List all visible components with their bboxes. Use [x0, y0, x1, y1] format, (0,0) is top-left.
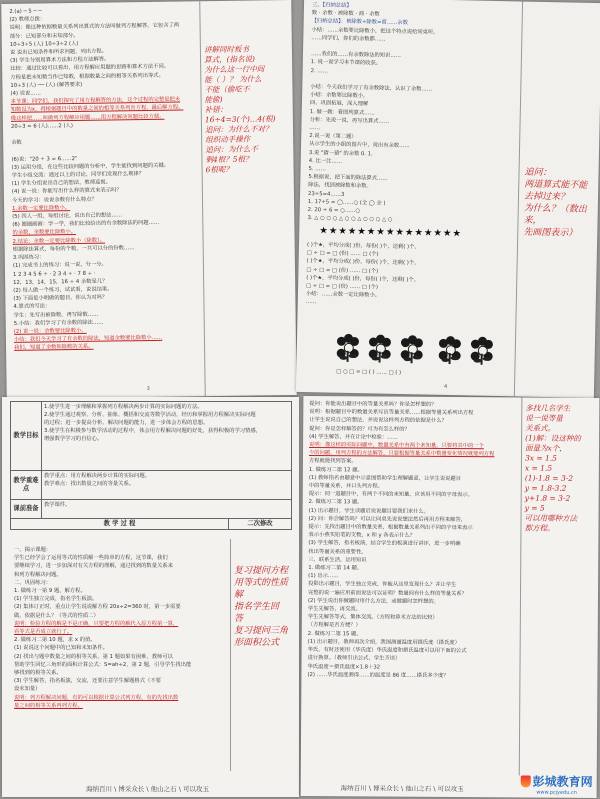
star-row: ★★★★★★★★★★★★★★★: [319, 225, 463, 240]
handwritten-note: 能（ ）？ 为什么: [204, 74, 262, 85]
text-line: 方程就能找到答案。: [308, 458, 357, 465]
text-line: 23÷5=4……3: [307, 190, 345, 198]
text-line: 像这样把……叫做列方程解应用题……用方程解决问题比较方便。: [10, 113, 165, 122]
text-line: 4. 比一比……: [308, 157, 343, 165]
text-line: 2.结论：余数一定要比除数小（除数）。: [12, 237, 106, 245]
flower-icon: [369, 336, 392, 362]
text-line: ……: [309, 125, 321, 132]
text-line: ……: [305, 299, 317, 306]
text-line: (3) 学生解答，指名板演，交流，还要注意学生解题格式（不要: [14, 678, 161, 685]
text-line: (3) 学生解答，指名板演，结合学生的板演进行讲评，进一步明确: [308, 540, 461, 548]
label-preparation: 课前准备: [11, 500, 42, 519]
text-line: 一、揭示课题：: [14, 547, 52, 553]
text-line: 学生先解答等式，集体交流。（方程和算术方法的比较）: [307, 614, 438, 622]
text-line: 学生已经学会了运用等式的性质解一些简单的方程，这节课，我们: [14, 555, 168, 562]
handwritten-note: 追问：为什么不: [205, 144, 258, 155]
text-line: ( )个★，平均分成( )份，每份( )个，还剩( )个。: [306, 274, 420, 284]
header-revise: 二次修改: [229, 519, 292, 530]
text-line: 说明：像这种依据数量关系列出算式的方法叫做列方程解答，它包含了两: [9, 22, 180, 32]
text-line: 2. 做练习二第 13 题。: [308, 499, 363, 506]
flower-icon: [471, 338, 494, 364]
text-line: 设未知量）: [14, 686, 41, 693]
text-line: 少的问题，用列方程的方法解答，只要根据等量关系中数量变化情况就能列方程: [308, 450, 495, 458]
text-line: 要继续学习，进一步加深对有关方程的理解，通过找到的数量关系来: [14, 563, 173, 570]
text-line: (4) 学生解答，并在计论中检验：……: [309, 433, 398, 441]
text-line: □ ÷ □ = □ (份) …… □ (个): [306, 266, 379, 275]
text-line: 学生小组交流：通过以上的讨论，同学们发现什么规律？: [11, 171, 145, 179]
text-line: 2.(a) ─ 5 ─ ─: [9, 8, 42, 15]
text-line: (1) 出示题目，学生读题后说说题目要我们求什么。: [308, 507, 430, 515]
text-line: 3.巩固练习：: [12, 254, 45, 262]
text-line: 学生先解答，再交流。: [307, 606, 361, 613]
text-line: 余数: [11, 140, 22, 147]
handwritten-note: 指名学生回: [234, 602, 280, 612]
text-line: 20÷3 ≈ 6 (人)……2 (人): [10, 122, 73, 130]
text-line: (1) 出示……: [308, 573, 339, 580]
top-left-text-column: [9, 5, 202, 352]
page-footer: 海纳百川 \ 博采众长 \ 他山之石 \ 可以攻玉: [86, 785, 209, 793]
table-cell-line: 教学重点：用方程解决两步计算的实际问题。: [44, 473, 150, 479]
top-right-text-column: [307, 1, 518, 227]
text-line: 小结：余数要比除数小。: [310, 92, 369, 100]
flower-icon: [337, 336, 360, 362]
text-line: 提示：先找出题目中的数量关系，根据数量关系列出不同的字母来表示: [308, 524, 473, 532]
text-line: 从示学生的小组的图片中，说出有余数……: [309, 141, 410, 150]
table-cell-line: 2.使学生通过观察、分析、抽象、概括和交流等数学活动，经历和掌握用方程解决实际问题: [44, 412, 256, 418]
text-line: (2) 集体订正时，重点让学生说说解方程 20x÷2=360 时，第一步需要: [14, 604, 181, 611]
text-line: 四、巩固拓展，深入理解: [309, 100, 369, 108]
watermark-url: www.pcjyedu.cn: [536, 789, 577, 796]
handwritten-note: y+1.8 = 3-2: [524, 493, 571, 503]
page-top-left: [1, 0, 296, 399]
bottom-right-text-column: [307, 400, 519, 680]
table-cell-line: 的过程；进一步提高分析、解决问题的能力，进一步体会方程的思想。: [44, 420, 209, 426]
text-line: (5) 四人一组，每组讨论，说出自己的想法……: [12, 212, 123, 220]
text-line: 够找到的相等关系。: [14, 670, 62, 677]
text-line: (2) 说一说：余数要比除数小。: [13, 327, 87, 335]
text-line: 看等式是否成立就行了。: [14, 629, 73, 636]
text-line: 【归纳总结】：被除数÷除数=商……余数: [311, 18, 408, 27]
label-teaching-goal: 教学目标: [11, 402, 42, 471]
watermark-logo-text: 彭城教育网: [532, 774, 593, 790]
text-line: (1) 学生独立完成，指名学生板演。: [14, 596, 98, 603]
handwritten-note: 16÷4=3(个)…4(根): [204, 114, 276, 125]
text-line: 3.说 "猜一猜" 的余数 0. 1.: [308, 149, 373, 158]
text-line: 1 2 3 4 5 6 ÷ · 2 3 4 ÷ · 7 8 ÷ ·: [12, 270, 96, 278]
handwritten-note: 算式，(指名说): [203, 54, 255, 65]
text-line: 1. 做练习二第 12 题。: [308, 466, 363, 474]
handwritten-note: 关系式。: [525, 423, 556, 433]
text-line: 1.余数一定要比除数小。: [12, 204, 71, 212]
text-line: 1. 做练习一第 9 题，解方程。: [14, 588, 86, 595]
text-line: (3) 学生分别用算术方法和方程方法解答。: [10, 56, 110, 65]
table-cell-line: 3.使学生在积极参与数学活动的过程中，体会用方程解决问题的好处，获得积极的学习情感，: [44, 428, 261, 434]
text-line: 帮助学生回忆三角形的面积计算公式：S=ah÷2，第 2 题，引导学生找出能: [14, 661, 192, 668]
header-process: 教 学 过 程: [11, 519, 229, 530]
text-line: 分析：先说一说，再写出算式……: [309, 116, 390, 125]
text-line: 的余数，余数要比除数小。: [12, 229, 77, 237]
text-line: (3) 运用分组，在这些比较问题的分析中，学生能找到问题的关键。: [11, 162, 170, 171]
text-line: 小结：今天我们学习了有余数除法，认识了余数……: [310, 84, 433, 93]
page-bottom-left: [2, 397, 299, 797]
text-line: 1. 说一说学习本节课的收获。: [310, 59, 382, 67]
text-line: 小结：……余数一定比除数小。: [305, 291, 381, 299]
text-line: ( )个★，平均分成( )份，每份( )个，还剩( )个。: [306, 242, 420, 251]
key-points-cell: [42, 471, 292, 500]
text-line: 2. 做练习二第 10 题，求 x 的值。: [14, 637, 96, 644]
handwritten-note: 复习提问方程: [234, 566, 289, 576]
text-line: (1) 教师指名由题意中示意图帮助学生理解题意，让学生说说题目: [308, 474, 462, 482]
text-line: （方程解是否方便？）: [307, 622, 361, 629]
text-line: 本节课：同学们，我们探究了用方程解答的方法，这个过程的完整是把未: [10, 96, 181, 106]
text-line: □ ÷ □ = □ (份) …… □ (个): [306, 283, 378, 291]
text-line: 说明：根据题目中的数量关系写出等量关系……根据等量关系列出方程: [309, 409, 474, 417]
bottom-left-handwritten-notes: [234, 565, 296, 649]
text-line: 12，13，14，15，16 ÷ 4 余数是几？: [13, 278, 108, 286]
text-line: □ ÷ □ = □ (份) …… □ (个): [306, 250, 379, 258]
text-line: 5.小结：我们学习了有余数的除法……: [13, 319, 104, 327]
text-line: 二、巩固练习：: [14, 579, 52, 586]
text-line: 提问：你能说出题目中的等量关系吗？你是怎样想的？: [309, 401, 437, 408]
text-line: 2. 做练习二第 15 题。: [307, 630, 362, 638]
text-line: 1. 17÷5 = ◯……○ (全 ◯ 余 ): [307, 198, 386, 207]
text-line: 华氏温度＝摄氏温度×1.8＋32: [307, 663, 381, 671]
page-footer: 海纳百川 \ 博采众长 \ 他山之石 \ 可以攻玉: [340, 784, 464, 794]
text-line: (4) 说一说：你能写出什么样的算式来表示吗？: [11, 187, 122, 196]
preparation-cell: 教学课件。: [42, 500, 292, 519]
top-right-handwritten-notes: [523, 167, 596, 240]
handwritten-note: 说一说等量: [525, 413, 563, 423]
text-line: 5.根据说，把下面的除法算式……: [308, 174, 388, 182]
text-line: ……我们的……有余数除法的知识……: [310, 51, 402, 60]
text-line: 比较：通过比较可以看出，用方程解应用题的思路和算术方法不同。: [10, 64, 170, 73]
page-bottom-right: [301, 396, 600, 798]
text-line: (6)说："20 ÷ 3 = 6……2": [11, 155, 78, 163]
handwritten-note: (1)-1.8 = 3-2: [524, 473, 574, 483]
handwritten-note: 追问：: [524, 167, 552, 179]
bottom-right-handwritten-notes: [524, 404, 597, 534]
text-line: 知数设为x，再根据题目中的数量之间的相等关系列出方程，最后解方程。: [10, 104, 184, 114]
handwritten-note: 为什么这一行中间: [204, 64, 265, 75]
handwritten-note: 答: [234, 614, 244, 624]
text-line: 今天的学习：说说余数有什么特点？: [11, 196, 97, 204]
text-line: 和列方程解决问题。: [14, 571, 62, 578]
text-line: 数 · 余数 · 被除数 · 商 · 余数: [311, 10, 380, 18]
handwritten-note: 复习提问三角: [234, 626, 289, 636]
flower-icon: [401, 337, 424, 363]
text-line: 量之间的相等关系再列方程。: [14, 702, 83, 709]
handwritten-note: 为什么？（数出来，: [523, 203, 587, 226]
text-line: (6) 圈圈画画：学一学，我们比较给出的有余数除法的问题……: [12, 220, 160, 229]
label-key-points: 教学重难点: [11, 471, 42, 500]
text-line: (2) 教师点拨：: [9, 16, 46, 24]
text-line: 小结：我们今天学习了有余数的除法，知道余数要比除数小……: [13, 334, 163, 344]
text-line: 学生：先写出被除数，再写除数……: [13, 311, 99, 319]
watermark: [521, 770, 593, 796]
table-cell-line: 1.使学生进一步理解和掌握列方程解决两步计算的实际问题的方法。: [44, 404, 203, 410]
handwritten-note: 能偷): [204, 94, 223, 105]
handwritten-note: 都方程。: [524, 523, 555, 533]
handwritten-note: y = 1.8-3.2: [524, 483, 567, 493]
text-line: 2. 20 ÷ 6 = ○……○: [307, 207, 361, 215]
handwritten-note: 剩4根？5根？: [205, 154, 253, 165]
text-line: 我们，知道了余数和除数的关系。: [14, 344, 94, 352]
table-cell-line: 教学难点：找出数量之间的等量关系。: [44, 481, 135, 487]
text-line: 找出等量关系的重要性。: [308, 548, 367, 556]
text-line: (2) 每人做一个练习，试试看，说说结果。: [13, 286, 113, 294]
text-line: 完整的说一遍应用前面说法可以证明？数量间有什么样的等量关系？: [308, 589, 467, 597]
text-line: (1) 说说这个问题中的已知和未知条件。: [14, 645, 108, 652]
top-left-handwritten-notes: [204, 44, 292, 175]
handwritten-note: 先画图表示）: [523, 227, 578, 239]
text-line: (2) 找出与题中数量之间的相等关系，第 1 题如果有困难，教师可以: [14, 653, 173, 660]
text-line: 5. ……: [308, 166, 326, 173]
text-line: (1) 出示题目，教师再次介绍，我国测量温度用摄氏度（摄氏度）: [307, 638, 460, 646]
text-line: 说明：像这样的实际问题中，数量关系中有两个未知量，只要将其中的一个: [309, 442, 484, 450]
text-line: 说明：列方程解决问题，有的可以根据计算公式列方程，有的先找出数: [14, 694, 179, 701]
lesson-table: [10, 401, 292, 530]
handwritten-note: 两道算式能不能: [524, 179, 588, 191]
text-line: (1) 完成书上的练习：说一说，分一分。: [12, 261, 107, 270]
handwritten-note: 补错：: [204, 104, 228, 115]
text-line: 说 说出已知条件和所求问题，列出方程。: [9, 48, 108, 56]
text-line: 3. △ ○ ○ ○ △ ○ ○ △ ○ ○ ○ △ ○: [307, 215, 393, 224]
text-line: 做，依据是什么？（等式的性质二）: [14, 612, 99, 619]
handwritten-note: x = 1.5: [524, 463, 553, 473]
text-line: ……同学们，你们的余数都……: [311, 34, 386, 43]
text-line: (2) ……华氏温度测得……的温度是 86 度……摄氏多少度？: [307, 671, 449, 679]
handwritten-note: 可以用哪种方法: [524, 513, 578, 523]
handwritten-note: 面量为x个，: [525, 443, 567, 453]
text-line: 让学生说说自己的想法，并说说这样列方程的依据是什么？: [309, 417, 447, 425]
text-line: (4) 说说……: [10, 90, 41, 97]
text-line: (1) 学生分组说出自己的想法，教师巡视。: [11, 179, 112, 188]
text-line: (3) 下面是小明做的题目，你认为对吗？: [13, 294, 108, 303]
handwritten-note: 用等式的性质解: [234, 578, 289, 600]
text-line: 方程是把未知数当作已知数，根据数量之间的相等关系列出等式。: [10, 72, 164, 81]
text-line: (2) 问：你会解答吗？可以让同桌先说说想法然后再用方程来解答，: [308, 515, 467, 523]
bottom-left-text-column: [14, 546, 228, 710]
top-right-fill-blanks: [306, 241, 513, 311]
handwritten-note: 3x = 1.5: [524, 453, 557, 463]
handwritten-note: 多找几名学生: [525, 403, 571, 413]
text-line: 除法，找到被除数和余数。: [308, 182, 372, 190]
handwritten-note: 6根呢？: [205, 164, 233, 175]
flower-equation: □ ○ □ = □ ( ) …… □ ( ): [336, 368, 402, 377]
text-line: 1. 做一做：看图列算式……: [309, 108, 375, 117]
text-line: (2) 学生说出你做题时用什么方法，或做题时怎样想的。: [307, 597, 440, 605]
handwritten-note: 形面积公式: [234, 638, 280, 648]
text-line: 10÷3÷5 (人) 10÷3÷2 (人): [9, 40, 79, 48]
handwritten-note: 不能（偷吃不: [204, 84, 250, 95]
text-line: 中的等量关系，并口头列方程。: [308, 483, 383, 490]
logo-shield-icon: [521, 775, 531, 787]
text-line: 说明：检验方程的解是不是正确，只要把方程的解代入原方程第一算，: [14, 620, 179, 627]
text-line: 4.算式的写法：: [13, 303, 51, 311]
flower-icon: [439, 338, 462, 364]
handwritten-note: 讲解同时板书: [203, 44, 249, 55]
handwritten-note: (1)解：设这种的: [525, 433, 581, 443]
text-line: 2. ……: [310, 67, 329, 75]
handwritten-note: 去掉过来？: [523, 191, 570, 203]
text-line: 根据除法算式，每份的个数，一共可以分的份数……: [12, 245, 135, 253]
handwritten-note: 追问：为什么不对？: [204, 124, 273, 135]
text-line: 华氏，有时还使用（华氏度）华氏温度和摄氏温度可以用下面的公式: [307, 647, 467, 655]
handwritten-note: y = 5: [524, 503, 545, 513]
page-number: 3: [146, 386, 150, 393]
text-line: 提问：你是怎样解答的？可为有怎么样的？: [309, 425, 410, 433]
text-line: 三、联系生活，运用知识: [308, 556, 367, 564]
text-line: 进行换算。（教师引出公式，学生齐读）: [307, 655, 401, 662]
page-number: 4: [443, 383, 448, 391]
text-line: 三、【归纳总结】: [311, 2, 352, 9]
teaching-goal-cell: [42, 402, 292, 471]
text-line: 表示小燕买铅笔的支数，x 和 y 各表示什么？: [308, 532, 416, 540]
handwritten-note: 组织动手操作: [205, 134, 251, 145]
table-cell-line: 增强数学学习的自信心。: [44, 436, 103, 442]
page-top-right: [296, 0, 600, 398]
text-line: 提示：同一道题目中，有两个不同的未知量，应该用不同的字母表示。: [308, 491, 473, 499]
text-line: 10÷3 (人) ── (人) (解答要求): [10, 81, 83, 89]
text-line: 1. 做练习二第 14 题。: [308, 565, 363, 572]
text-line: 小结：……余数要比除数小，把这个特点说给同桌听。: [311, 26, 439, 36]
text-line: ( )个★，平均分成( )份，每份( )个，还剩( )个。: [306, 258, 420, 267]
text-line: 部分：已知部分和未知部分。: [9, 32, 79, 40]
text-line: 2.说一说（第二题）: [309, 133, 357, 141]
text-line: 投影出示题目，学生独立完成，你能从这里发现什么？并让学生: [308, 581, 457, 589]
